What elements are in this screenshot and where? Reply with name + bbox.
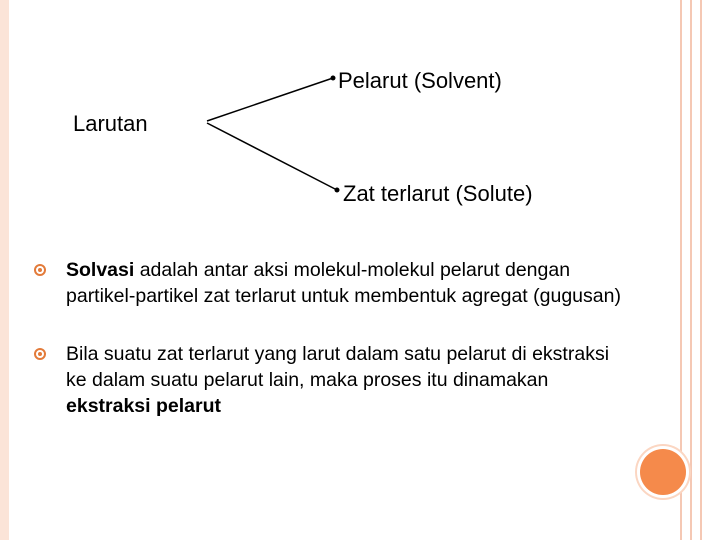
bullet-text: adalah antar aksi molekul-molekul pelarut dengan partikel-partikel zat terlarut untuk membentuk agregat (gugusan) <box>66 259 621 307</box>
arrow-dot-top <box>331 76 336 81</box>
ring-bullet-icon <box>34 348 46 360</box>
ring-bullet-icon <box>34 264 46 276</box>
branch-line-top <box>207 78 333 121</box>
bullet-item-ekstraksi <box>34 341 634 419</box>
bullet-bold-term: ekstraksi pelarut <box>66 395 222 417</box>
bullet-list <box>34 257 634 419</box>
branch-line-bottom <box>207 123 337 190</box>
bullet-text: Bila suatu zat terlarut yang larut dalam satu pelarut di ekstraksi ke dalam suatu pelarut lain, maka proses itu dinamakan <box>66 343 610 391</box>
diagram-branch-bottom-label: Zat terlarut (Solute) <box>343 181 533 206</box>
diagram-root-label: Larutan <box>73 111 148 136</box>
arrow-dot-bottom <box>335 188 340 193</box>
diagram-branch-top-label: Pelarut (Solvent) <box>338 68 502 93</box>
bullet-item-solvasi <box>34 257 634 309</box>
bullet-bold-term: Solvasi <box>66 259 135 281</box>
